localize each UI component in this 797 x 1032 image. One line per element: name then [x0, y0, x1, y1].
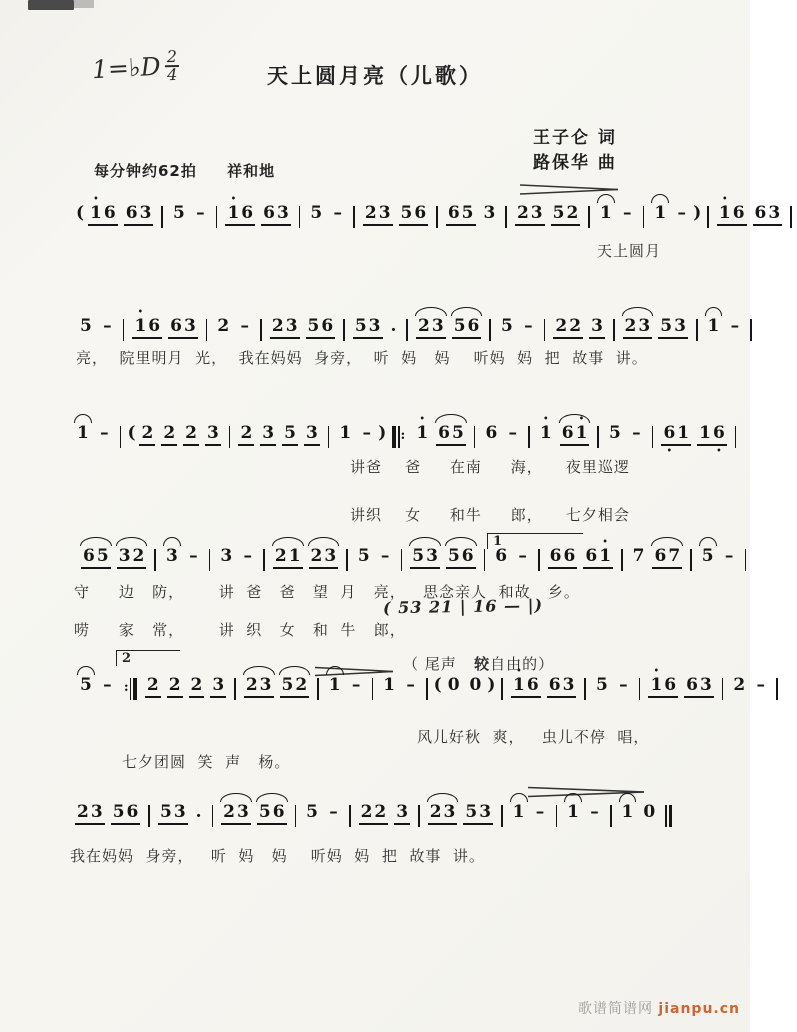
barline: [299, 206, 301, 228]
note-group: –: [333, 203, 343, 223]
note-group: –: [524, 316, 533, 336]
barline: [343, 319, 345, 341]
note-group: 5: [173, 203, 185, 223]
barline: [722, 678, 724, 700]
lyric-line-1: 天上圆月: [597, 242, 662, 260]
note-group: –: [196, 203, 205, 223]
note-group: 1: [621, 802, 634, 822]
note-group: .: [390, 316, 397, 336]
note-group: 2: [238, 423, 254, 446]
note-group: 2: [217, 316, 230, 336]
note-group: 5 3: [463, 802, 493, 825]
note-group: 6 6: [548, 546, 578, 569]
tempo-row: [94, 160, 275, 181]
note-group: –: [103, 675, 112, 695]
coda-annotation-emphasis: 较: [474, 655, 491, 673]
barline: [260, 319, 262, 341]
parenthesis: ): [693, 203, 702, 223]
note-group: 1: [707, 316, 720, 336]
note-group: 2: [189, 675, 205, 698]
note-group: 1: [339, 423, 352, 443]
note-group: 5: [306, 802, 318, 822]
barline: [148, 805, 150, 827]
note-group: 5 6: [306, 316, 336, 339]
barline: [474, 426, 476, 448]
note-group: 6 1 •: [583, 546, 613, 569]
note-group: 2 3: [416, 316, 446, 339]
barline: [690, 549, 692, 571]
barline: [750, 319, 752, 341]
note-group: 5 3: [658, 316, 688, 339]
barline: [234, 678, 236, 700]
note-group: 6 • 1: [661, 423, 691, 446]
note-group: 1: [328, 675, 341, 695]
barline: [418, 805, 420, 827]
note-group: 2 3: [270, 316, 300, 339]
barline: [406, 319, 408, 341]
note-group: 7: [632, 546, 645, 566]
lyric-line-2: 亮， 院里明月 光， 我在妈妈 身旁， 听 妈 妈 听妈 妈 把 故事 讲。: [76, 349, 648, 367]
note-group: 5: [80, 316, 92, 336]
note-group: –: [756, 675, 765, 695]
note-group: 2 3: [244, 675, 274, 698]
note-group: 6 3: [547, 675, 577, 698]
barline: [538, 549, 540, 571]
note-group: 1: [654, 203, 667, 223]
note-group: 2 2: [359, 802, 389, 825]
note-group: 5: [609, 423, 621, 443]
parenthesis: (: [76, 203, 85, 223]
note-group: –: [362, 423, 372, 443]
barline: [735, 426, 737, 448]
key-signature-text: 1=♭D: [91, 51, 162, 85]
barline: [621, 549, 623, 571]
barline: [212, 805, 214, 827]
credits: [533, 126, 617, 176]
barline: [401, 549, 403, 571]
note-group: 2 3: [515, 203, 545, 226]
parenthesis: (: [127, 423, 136, 443]
lyricist-credit: 王子仑 词: [533, 128, 617, 148]
watermark: [0, 998, 740, 1018]
song-title: 天上圆月亮（儿歌）: [267, 63, 483, 88]
barline: [372, 678, 374, 700]
note-group: 0: [643, 802, 656, 822]
note-group: –: [351, 675, 361, 695]
lyric-line-3b: 讲织 女 和牛 郎， 七夕相会: [350, 506, 630, 524]
tempo-marking: 每分钟约62拍: [94, 162, 197, 180]
handwritten-annotation: ( 53 21 | 16 — |): [382, 595, 544, 618]
note-group: 5 3: [353, 316, 383, 339]
barline: [745, 549, 747, 571]
note-group: 3 2: [117, 546, 147, 569]
expression-marking: 祥和地: [227, 162, 276, 180]
note-group: 2 3: [623, 316, 653, 339]
barline: [597, 426, 599, 448]
note-group: 2: [145, 675, 161, 698]
barline: [707, 206, 709, 228]
barline: [505, 206, 507, 228]
barline: [501, 678, 503, 700]
watermark-url: jianpu.cn: [658, 1001, 740, 1017]
barline: [436, 206, 438, 228]
scan-artifact-light: [74, 0, 94, 8]
note-group: 2 3: [363, 203, 393, 226]
note-group: 2 1: [273, 546, 303, 569]
note-group: 2: [733, 675, 746, 695]
note-group: 2: [167, 675, 183, 698]
barline: [556, 805, 558, 827]
note-group: 3: [205, 423, 221, 446]
barline: [610, 805, 612, 827]
time-signature-numerator: 2: [164, 50, 178, 67]
note-group: 2 3: [75, 802, 105, 825]
note-group: –: [535, 802, 545, 822]
lyric-line-4b: 唠 家 常， 讲 织 女 和 牛 郎，: [74, 621, 406, 639]
note-group: 6 3: [168, 316, 198, 339]
note-group: 5 2: [280, 675, 310, 698]
note-group: 2 3: [221, 802, 251, 825]
barline: [776, 678, 778, 700]
note-group: 3: [483, 203, 496, 223]
note-group: –: [243, 546, 252, 566]
music-line-5: [75, 675, 783, 709]
lyric-line-3a: 讲爸 爸 在南 海， 夜里巡逻: [350, 458, 630, 476]
note-group: 1: [599, 203, 612, 223]
note-group: 5 6: [111, 802, 141, 825]
lyric-line-5a: 风儿好秋 爽， 虫儿不停 唱，: [417, 728, 650, 746]
note-group: 6: [495, 546, 508, 566]
note-group: –: [103, 316, 112, 336]
note-group: –: [189, 546, 198, 566]
note-group: 1 • 6: [88, 203, 118, 226]
barline: [161, 206, 163, 228]
barline: [696, 319, 698, 341]
barline: [120, 426, 122, 448]
note-group: 5: [310, 203, 323, 223]
note-group: 3: [260, 423, 276, 446]
barline: :: [123, 678, 137, 700]
note-group: 1: [77, 423, 89, 443]
music-line-1: [75, 203, 797, 237]
barline: [353, 206, 355, 228]
note-group: 5: [596, 675, 608, 695]
barline: [317, 678, 319, 700]
note-group: 6 3: [753, 203, 783, 226]
coda-annotation-suffix: 自由的）: [490, 655, 555, 673]
barline: [528, 426, 530, 448]
barline: [501, 805, 503, 827]
music-line-3: [72, 423, 741, 457]
barline: [154, 549, 156, 571]
first-ending-bracket: 1: [487, 533, 583, 549]
note-group: 1 •: [414, 423, 430, 443]
note-group: –: [590, 802, 599, 822]
note-group: 6 1 •: [560, 423, 590, 446]
barline: [639, 678, 641, 700]
barline: [489, 319, 491, 341]
parenthesis: (: [433, 675, 442, 695]
note-group: 5: [80, 675, 92, 695]
barline: [229, 426, 231, 448]
barline: [652, 426, 654, 448]
lyric-line-4a: 守 边 防， 讲 爸 爸 望 月 亮， 思念亲人 和故 乡。: [74, 583, 580, 601]
barline: [613, 319, 615, 341]
barline: [206, 319, 208, 341]
barline: [484, 549, 486, 571]
note-group: 6 3: [124, 203, 154, 226]
note-group: 3: [394, 802, 410, 825]
note-group: 6 5: [446, 203, 476, 226]
barline: [216, 206, 218, 228]
note-group: 5 3: [158, 802, 188, 825]
note-group: –: [677, 203, 686, 223]
note-group: 6 3: [684, 675, 714, 698]
note-group: 3: [210, 675, 226, 698]
note-group: 1 6 •: [697, 423, 727, 446]
note-group: 3: [589, 316, 605, 339]
note-group: 5: [701, 546, 714, 566]
second-ending-bracket: 2: [116, 650, 180, 666]
parenthesis: ): [487, 675, 496, 695]
time-signature-denominator: 4: [166, 65, 178, 85]
note-group: –: [724, 546, 734, 566]
note-group: 5 6: [446, 546, 476, 569]
barline: [665, 805, 672, 827]
note-group: 5 6: [399, 203, 429, 226]
note-group: 5 2: [551, 203, 581, 226]
barline: :: [392, 426, 406, 448]
parenthesis: ): [378, 423, 387, 443]
note-group: 5: [282, 423, 298, 446]
note-group: 1 • 6: [511, 675, 541, 698]
note-group: –: [240, 316, 249, 336]
note-group: 1 •: [538, 423, 554, 443]
barline: [544, 319, 546, 341]
barline: [295, 805, 297, 827]
barline: [346, 549, 348, 571]
watermark-site-name: 歌谱简谱网: [577, 1001, 653, 1017]
note-group: –: [380, 546, 390, 566]
note-group: –: [623, 203, 632, 223]
note-group: 2: [139, 423, 155, 446]
note-group: .: [195, 802, 202, 822]
note-group: –: [406, 675, 415, 695]
coda-annotation: [403, 653, 554, 674]
note-group: 1: [512, 802, 525, 822]
note-group: 6 7: [652, 546, 682, 569]
note-group: –: [508, 423, 518, 443]
note-group: 0: [447, 675, 460, 695]
music-line-2: [75, 316, 757, 350]
lyric-line-5b: 七夕团圆 笑 声 杨。: [122, 753, 291, 771]
note-group: 1 • 6: [717, 203, 747, 226]
barline: [584, 678, 586, 700]
note-group: 2 2: [553, 316, 583, 339]
note-group: 1: [383, 675, 396, 695]
coda-annotation-prefix: （ 尾声: [403, 655, 475, 673]
barline: [349, 805, 351, 827]
barline: [209, 549, 211, 571]
note-group: 2 3: [309, 546, 339, 569]
barline: [426, 678, 428, 700]
music-line-6: [72, 802, 677, 836]
lyric-line-6: 我在妈妈 身旁， 听 妈 妈 听妈 妈 把 故事 讲。: [70, 847, 485, 865]
note-group: 6 5: [436, 423, 466, 446]
note-group: 6: [485, 423, 498, 443]
note-group: –: [730, 316, 740, 336]
music-line-4: [78, 546, 751, 580]
note-group: 3: [304, 423, 320, 446]
note-group: 1: [567, 802, 579, 822]
scan-artifact-dark: [28, 0, 74, 10]
note-group: –: [518, 546, 527, 566]
note-group: 5 6: [452, 316, 482, 339]
note-group: 5 6: [257, 802, 287, 825]
barline: [263, 549, 265, 571]
note-group: 2: [161, 423, 177, 446]
note-group: 1 • 6: [225, 203, 255, 226]
composer-credit: 路保华 曲: [533, 153, 617, 173]
note-group: 0: [469, 675, 482, 695]
note-group: 6 3: [261, 203, 291, 226]
note-group: –: [100, 423, 109, 443]
note-group: –: [632, 423, 641, 443]
barline: [328, 426, 330, 448]
note-group: 5: [500, 316, 513, 336]
note-group: 2: [183, 423, 199, 446]
note-group: 5 3: [410, 546, 440, 569]
note-group: 3: [165, 546, 178, 566]
barline: [790, 206, 792, 228]
barline: [588, 206, 590, 228]
note-group: 1 • 6: [132, 316, 162, 339]
barline: [123, 319, 125, 341]
note-group: 3: [220, 546, 233, 566]
note-group: 2 3: [428, 802, 458, 825]
note-group: –: [619, 675, 628, 695]
barline: [643, 206, 645, 228]
note-group: –: [329, 802, 338, 822]
note-group: 1 • 6: [648, 675, 678, 698]
note-group: 5: [357, 546, 370, 566]
note-group: 6 5: [81, 546, 111, 569]
